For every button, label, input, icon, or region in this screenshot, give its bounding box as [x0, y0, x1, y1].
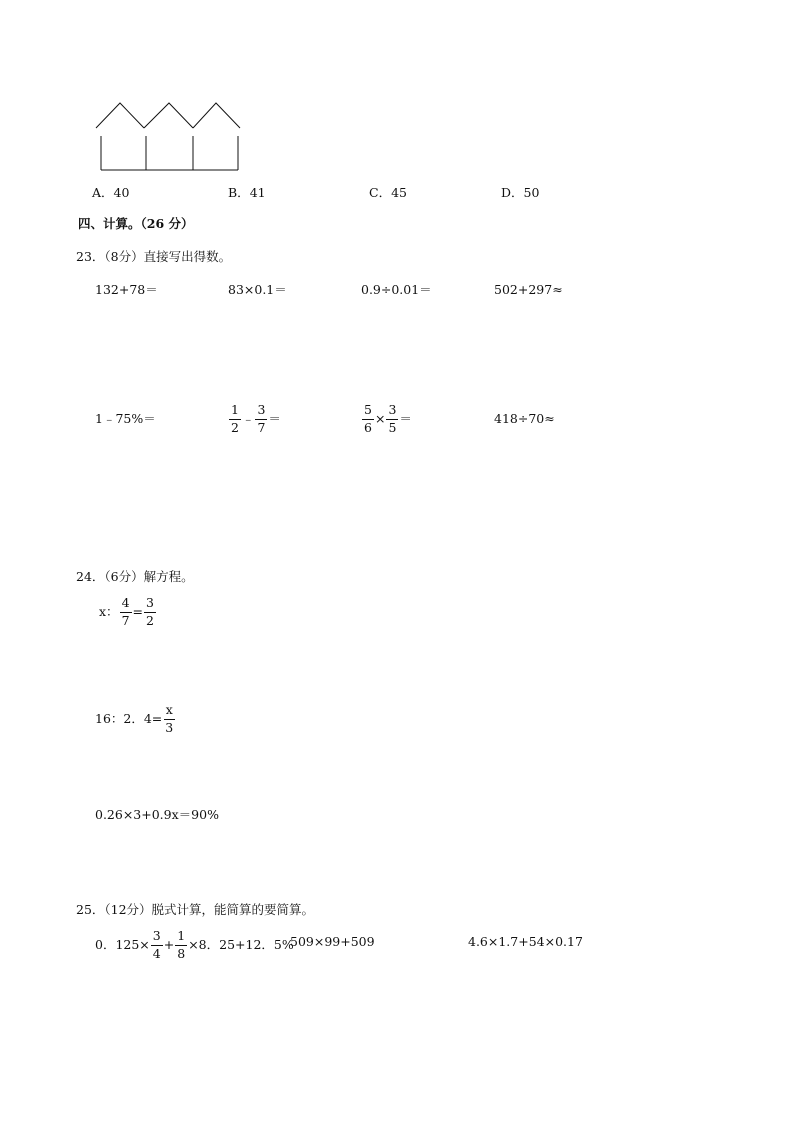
- q23-item-2: 83×0.1＝: [228, 282, 287, 297]
- q25-expression-2: 509×99+509: [290, 934, 375, 949]
- q23-item-1: 132+78＝: [95, 282, 158, 297]
- q25-title: 25．（12分）脱式计算，能简算的要简算。: [76, 902, 315, 917]
- q25-expression-1: 0．125× $\frac{3}{4}$ + $\frac{1}{8}$ ×8．25+12．5%: [95, 928, 294, 961]
- q24-title: 24．（6分）解方程。: [76, 569, 194, 584]
- q23-title: 23．（8分）直接写出得数。: [76, 249, 232, 264]
- fraction: $\frac{5}{6}$: [364, 402, 372, 435]
- q23-item-3: 0.9÷0.01＝: [361, 282, 432, 297]
- q23-item-7: $\frac{5}{6}$ × $\frac{3}{5}$ ＝: [364, 402, 412, 435]
- q23-item-8: 418÷70≈: [494, 411, 555, 426]
- q24-equation-1: x： $\frac{4}{7}$ = $\frac{3}{2}$: [99, 595, 154, 628]
- option-b: B．41: [228, 185, 266, 200]
- q23-item-6: $\frac{1}{2}$ ﹣ $\frac{3}{7}$ ＝: [231, 402, 281, 435]
- roof-3: [193, 103, 240, 128]
- fraction: $\frac{1}{8}$: [177, 928, 186, 961]
- fraction: $\frac{3}{7}$: [257, 402, 266, 435]
- fraction: $\frac{1}{2}$: [231, 402, 239, 435]
- fraction: $\frac{3}{5}$: [388, 402, 397, 435]
- fraction: $\frac{4}{7}$: [121, 595, 130, 628]
- fraction: $\frac{3}{2}$: [146, 595, 154, 628]
- roof-2: [144, 103, 193, 128]
- fraction: $\frac{x}{3}$: [165, 702, 174, 735]
- q23-item-4: 502+297≈: [494, 282, 563, 297]
- section-heading: 四、计算。（26 分）: [78, 216, 194, 231]
- option-a: A．40: [92, 185, 130, 200]
- houses-figure: [92, 98, 252, 178]
- roof-1: [96, 103, 144, 128]
- fraction: $\frac{3}{4}$: [152, 928, 161, 961]
- q23-item-5: 1﹣75%＝: [95, 411, 156, 426]
- q24-equation-2: 16：2．4= $\frac{x}{3}$: [95, 702, 174, 735]
- option-c: C．45: [369, 185, 407, 200]
- q25-expression-3: 4.6×1.7+54×0.17: [468, 934, 583, 949]
- option-d: D．50: [501, 185, 540, 200]
- q24-equation-3: 0.26×3+0.9x＝90%: [95, 807, 219, 822]
